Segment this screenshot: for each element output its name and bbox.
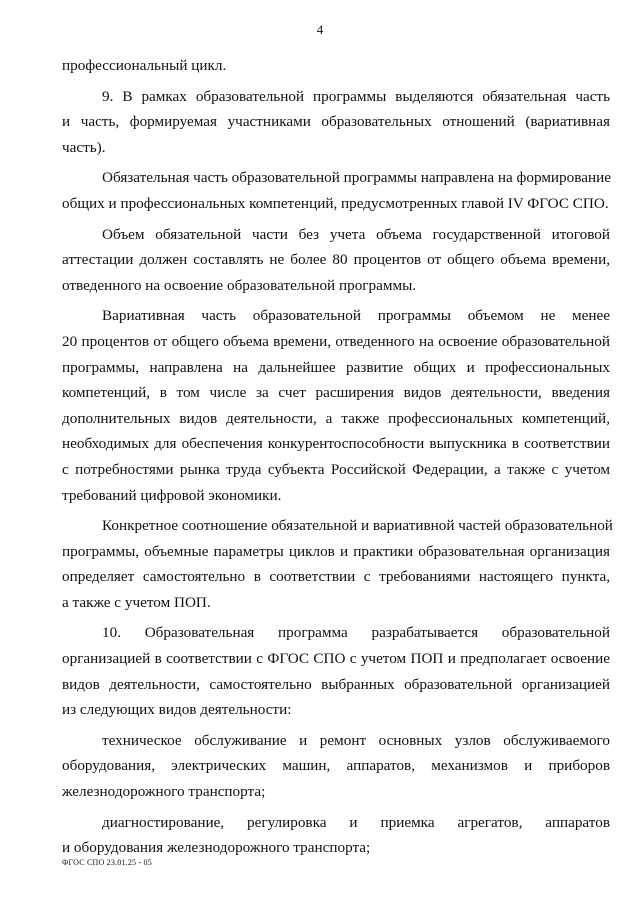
text-line: программы, направлена на дальнейшее развитие общих и профессиональных [62,358,610,376]
text-line: Конкретное соотношение обязательной и вариативной частей образовательной [102,517,613,535]
text-line: и оборудования железнодорожного транспорта; [62,839,371,857]
text-line: техническое обслуживание и ремонт основных узлов обслуживаемого [102,731,610,749]
text-line: компетенций, в том числе за счет расширения видов деятельности, введения [62,384,610,402]
text-line: Вариативная часть образовательной программы объемом не менее [102,307,610,325]
text-line: из следующих видов деятельности: [62,701,292,719]
text-line: программы, объемные параметры циклов и практики образовательная организация [62,542,610,560]
text-line: общих и профессиональных компетенций, предусмотренных главой IV ФГОС СПО. [62,194,609,212]
text-line: 20 процентов от общего объема времени, отведенного на освоение образовательной [62,332,610,350]
text-line: с потребностями рынка труда субъекта Российской Федерации, а также с учетом [62,460,610,478]
text-line: необходимых для обеспечения конкурентоспособности выпускника в соответствии [62,435,610,453]
text-line: Объем обязательной части без учета объема государственной итоговой [102,225,610,243]
text-line: видов деятельности, самостоятельно выбранных образовательной организацией [62,675,610,693]
document-body [62,53,613,861]
text-line: а также с учетом ПОП. [62,593,211,611]
text-line: определяет самостоятельно в соответствии с требованиями настоящего пункта, [62,568,610,586]
page-number: 4 [316,22,324,37]
text-line: 9. В рамках образовательной программы выделяются обязательная часть [102,87,610,105]
document-footer-code: ФГОС СПО 23.01.25 - 05 [62,858,152,867]
text-line: оборудования, электрических машин, аппаратов, механизмов и приборов [62,757,610,775]
text-line: отведенного на освоение образовательной программы. [62,276,417,294]
text-line: профессиональный цикл. [62,57,227,74]
text-line: железнодорожного транспорта; [62,783,266,801]
text-line: 10. Образовательная программа разрабатывается образовательной [102,624,610,642]
text-line: дополнительных видов деятельности, а также профессиональных компетенций, [62,409,610,427]
text-line: организацией в соответствии с ФГОС СПО с учетом ПОП и предполагает освоение [62,650,610,668]
text-line: Обязательная часть образовательной программы направлена на формирование [102,169,611,187]
text-line: требований цифровой экономики. [62,486,282,504]
text-line: аттестации должен составлять не более 80 процентов от общего объема времени, [62,251,610,269]
text-line: часть). [62,138,106,156]
text-line: и часть, формируемая участниками образовательных отношений (вариативная [62,113,610,131]
text-line: диагностирование, регулировка и приемка агрегатов, аппаратов [102,813,610,831]
